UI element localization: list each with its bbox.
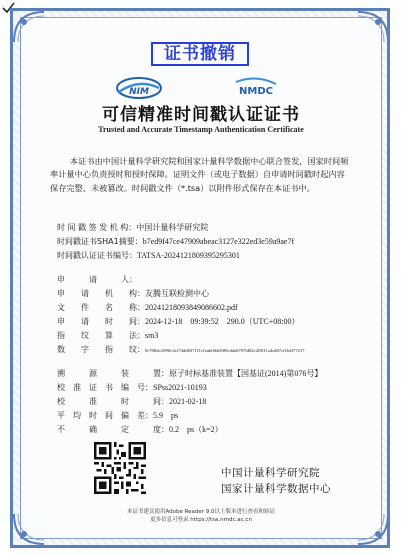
calibration-time-value: 2021-02-18 — [169, 397, 207, 406]
applicant-label: 申 请 人： — [57, 275, 137, 284]
serial-label: 时间戳认证证书编号： — [57, 251, 137, 260]
calibration-cert-row — [57, 382, 207, 393]
time-deviation-value: 5.9 ps — [153, 411, 179, 420]
uncertainty-value: 0.2 ps（k=2） — [169, 425, 223, 434]
apply-org-label: 申 请 机 构： — [57, 289, 145, 298]
issuing-org-label: 时 间 戳 签 发 机 构： — [57, 223, 137, 232]
trace-device-row — [57, 368, 322, 379]
svg-text:NMDC: NMDC — [239, 86, 273, 97]
apply-org-row — [57, 288, 209, 299]
trace-device-label: 溯 源 装 置： — [57, 369, 169, 378]
trace-device-value: 原子时标基准装置【国基证(2014)第076号】 — [169, 369, 323, 378]
time-deviation-label: 平 均 时 间 偏 差： — [57, 411, 153, 420]
certificate-title: 可信精准时间戳认证证书 — [102, 105, 300, 125]
footer-link[interactable]: 更多信息可登录 https://tsa.nmdc.ac.cn — [150, 517, 252, 523]
svg-text:NIM: NIM — [129, 87, 149, 97]
ornament-corner-icon — [356, 10, 390, 44]
file-name-row — [57, 302, 238, 313]
revoked-stamp: 证书撤销 — [151, 42, 249, 66]
issuing-org-value: 中国计量科学研究院 — [136, 223, 209, 232]
apply-time-row — [57, 316, 300, 327]
certificate-intro: 本证书由中国计量科学研究院和国家计量科学数据中心联合签发，国家时间频率计量中心负责授时和授时保障。证明文件（或电子数据）自申请时间戳时起内容保存完整、未被篡改。时间戳文件（*.tsa）以附件形式保存在本证书中。 — [50, 156, 349, 193]
fingerprint-label: 数 字 指 纹： — [57, 345, 145, 354]
issuing-org-row — [57, 222, 208, 233]
sha1-row — [57, 236, 294, 247]
sha1-label: 时间戳证书SHA1摘要： — [57, 237, 143, 246]
nmdc-logo — [232, 76, 280, 100]
serial-value: TATSA-2024121809395295301 — [137, 251, 240, 260]
calibration-time-label: 校 准 时 间： — [57, 397, 169, 406]
algorithm-label: 指 纹 算 法： — [57, 331, 145, 340]
footer-note: 本证书建议使用Adobe Reader 9.0以上版本进行查看和验证 — [126, 509, 276, 515]
serial-row — [57, 250, 240, 261]
apply-org-value: 友腾互联检测中心 — [145, 289, 209, 298]
file-name-label: 文 件 名 称： — [57, 303, 145, 312]
ornament-corner-icon — [12, 10, 46, 44]
certificate-subtitle: Trusted and Accurate Timestamp Authentication Certificate — [98, 125, 304, 134]
org-nim: 中国计量科学研究院 — [221, 467, 320, 479]
uncertainty-row — [57, 424, 223, 435]
fingerprint-value: 0c708dc2f99fc4cf74dd8371f1c1eab0d4d589cdda6797fd82c2f8f11a4cd67cf1b4f77217 — [145, 348, 305, 353]
org-nmdc: 国家计量科学数据中心 — [221, 483, 331, 495]
nim-logo — [115, 76, 163, 100]
calibration-cert-value: SPss2021-10193 — [153, 383, 207, 392]
fingerprint-row — [57, 344, 305, 355]
sha1-value: b7ed9f47ce47909abeac3127e322ed3e59a9ae7f — [142, 237, 295, 246]
algorithm-value: sm3 — [145, 331, 159, 340]
file-name-value: 20241218093849086602.pdf — [145, 303, 238, 312]
calibration-cert-label: 校 准 证 书 编 号： — [57, 383, 153, 392]
calibration-time-row — [57, 396, 206, 407]
time-deviation-row — [57, 410, 178, 421]
uncertainty-label: 不 确 定 度： — [57, 425, 169, 434]
qr-code[interactable] — [94, 442, 146, 494]
applicant-row — [57, 274, 137, 285]
algorithm-row — [57, 330, 158, 341]
apply-time-value: 2024-12-18 09:39:52 290.0（UTC+08:00） — [145, 317, 300, 326]
apply-time-label: 申 请 时 间： — [57, 317, 145, 326]
